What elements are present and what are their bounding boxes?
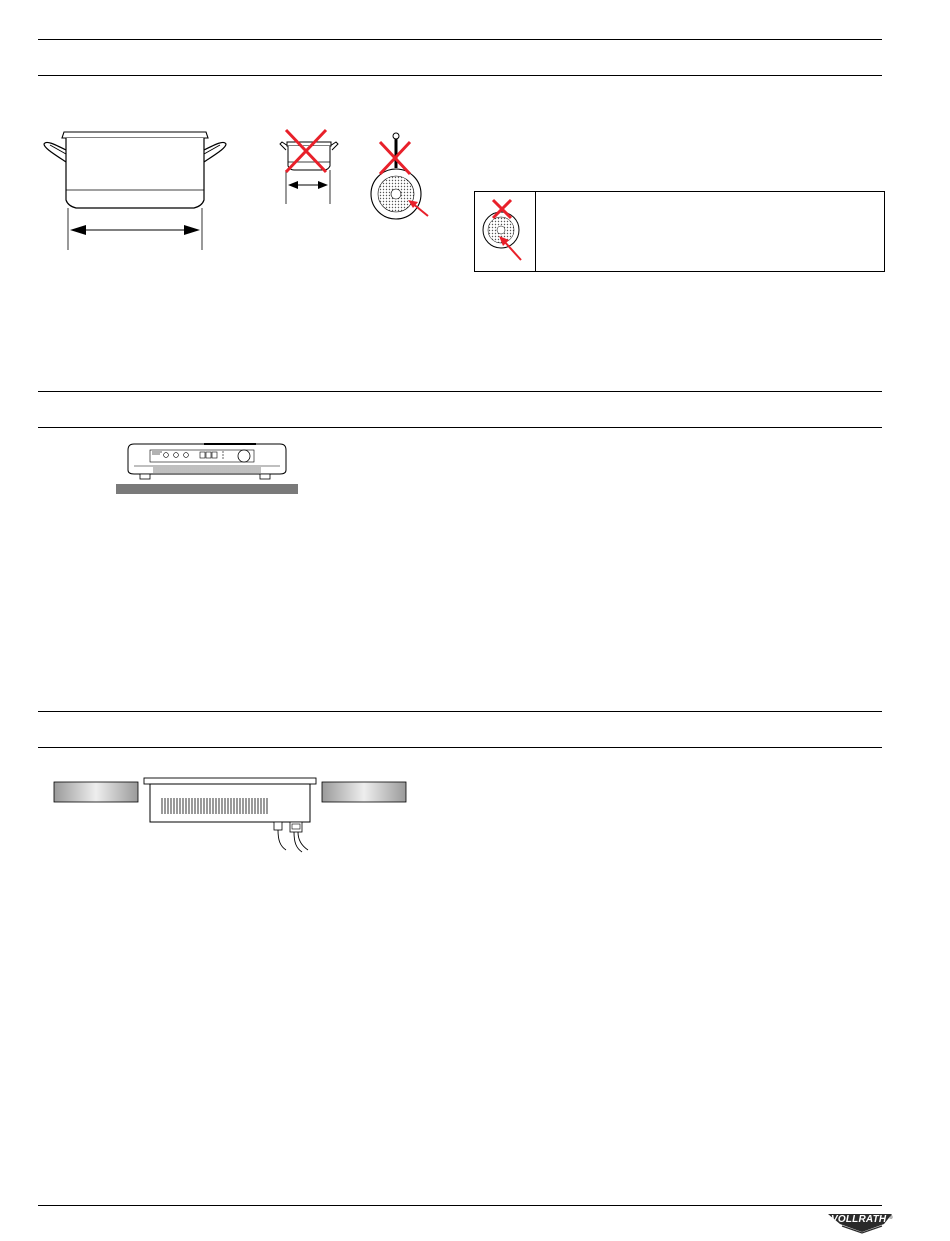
section-2-top-rule: [38, 391, 882, 392]
warning-box: [474, 191, 885, 272]
small-pot-prohibited-illustration: [276, 128, 342, 208]
section-2-bottom-rule: [38, 427, 882, 428]
countertop-unit-illustration: [114, 440, 300, 496]
section-1-top-rule: [38, 39, 882, 40]
vollrath-logo: [826, 1212, 896, 1234]
pan-prohibited-illustration: [364, 128, 440, 224]
logo-wordmark: VOLLRATH: [831, 1214, 887, 1225]
registered-mark: ®: [889, 1215, 893, 1221]
warning-icon: [479, 196, 533, 268]
drop-in-unit-illustration: [52, 778, 410, 854]
section-1-bottom-rule: [38, 75, 882, 76]
correct-pot-illustration: [40, 128, 230, 252]
footer-rule: [38, 1205, 882, 1206]
section-3-bottom-rule: [38, 747, 882, 748]
section-3-top-rule: [38, 711, 882, 712]
warning-box-divider: [535, 192, 536, 271]
